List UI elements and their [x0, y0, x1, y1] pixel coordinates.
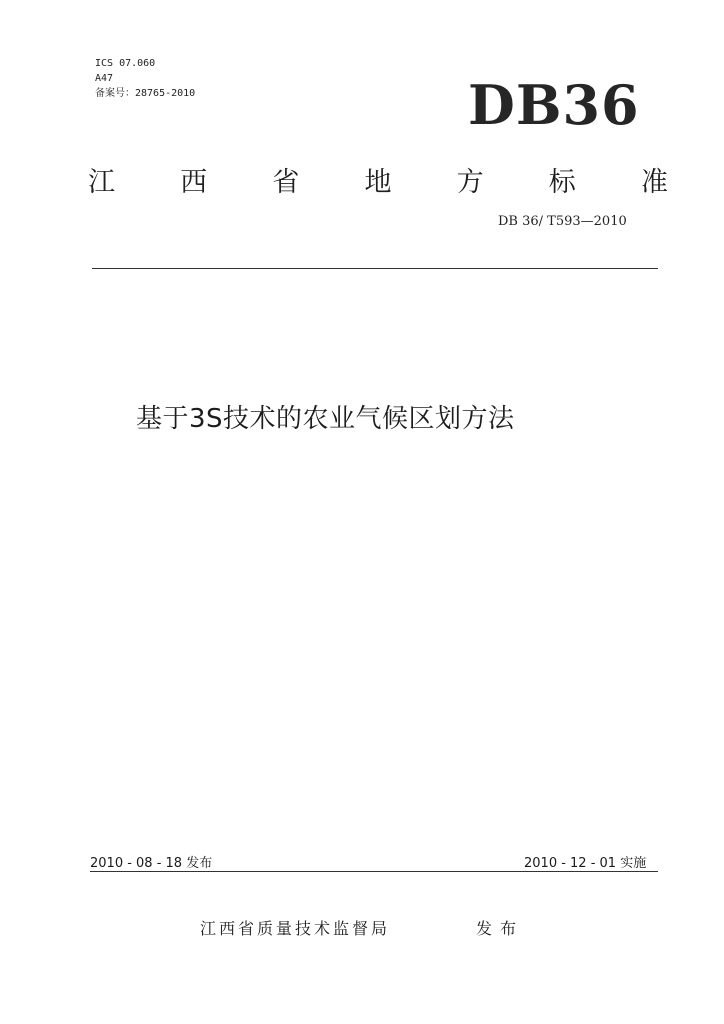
document-title: 基于3S技术的农业气候区划方法	[136, 404, 515, 434]
ics-code: ICS 07.060	[95, 58, 156, 69]
standard-code: DB 36/ T593—2010	[498, 214, 627, 229]
publish-label: 发布	[476, 919, 525, 938]
issue-date: 2010 - 08 - 18 发布	[90, 856, 213, 871]
db36-logo: DB36	[468, 73, 640, 137]
header-divider	[92, 268, 658, 269]
filing-number: 备案号：28765-2010	[95, 88, 196, 99]
category-code: A47	[95, 73, 114, 84]
footer-divider	[90, 871, 658, 872]
standard-title-char: 准	[640, 167, 668, 198]
standard-title-char: 方	[456, 167, 484, 198]
classification-block	[95, 56, 195, 101]
standard-title	[88, 160, 668, 199]
standard-title-char: 地	[364, 167, 392, 198]
standard-title-char: 江	[88, 167, 115, 198]
standard-title-char: 西	[180, 167, 208, 198]
standard-title-char: 标	[548, 167, 576, 198]
effective-date: 2010 - 12 - 01 实施	[524, 856, 647, 871]
standard-title-char: 省	[272, 167, 300, 198]
publisher-name: 江西省质量技术监督局	[200, 919, 391, 938]
